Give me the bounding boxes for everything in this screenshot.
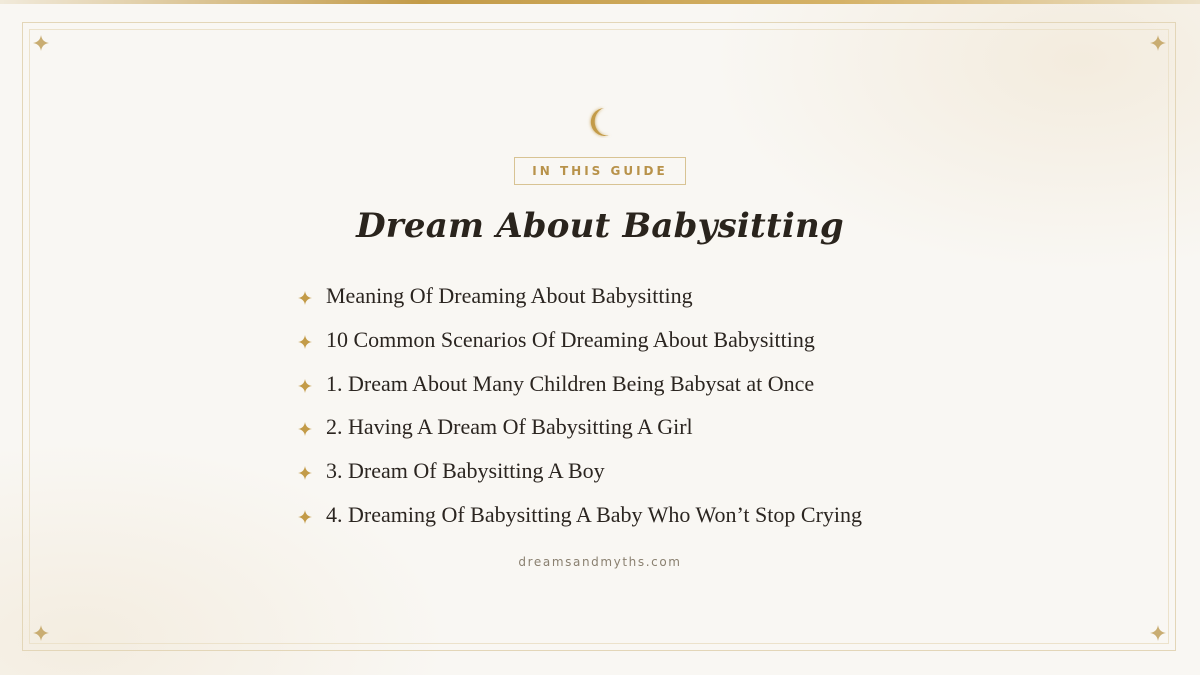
toc-item-label[interactable]: 10 Common Scenarios Of Dreaming About Babysitting	[326, 326, 815, 352]
corner-star-icon-top-left	[33, 35, 49, 51]
toc-item[interactable]	[298, 369, 862, 413]
toc-item-label[interactable]: 4. Dreaming Of Babysitting A Baby Who Won’t Stop Crying	[326, 501, 863, 527]
toc-item-label[interactable]: 3. Dream Of Babysitting A Boy	[326, 458, 605, 484]
corner-star-icon-bottom-right	[1150, 625, 1166, 641]
toc-item[interactable]	[298, 456, 862, 500]
toc-item[interactable]	[298, 325, 862, 369]
top-accent-bar	[0, 0, 1200, 4]
toc-item-label[interactable]: Meaning Of Dreaming About Babysitting	[326, 283, 693, 308]
four-point-star-icon	[298, 335, 312, 349]
crescent-moon-icon	[586, 106, 614, 138]
toc-item-label[interactable]: 1. Dream About Many Children Being Babysat at Once	[326, 370, 815, 396]
toc-item[interactable]	[298, 500, 862, 544]
page-title: Dream About Babysitting	[356, 206, 844, 246]
four-point-star-icon	[298, 466, 312, 480]
four-point-star-icon	[298, 291, 312, 305]
in-this-guide-badge: IN THIS GUIDE	[514, 157, 686, 185]
toc-item[interactable]	[298, 281, 862, 325]
table-of-contents	[298, 281, 862, 544]
site-url: dreamsandmyths.com	[518, 555, 682, 569]
four-point-star-icon	[298, 510, 312, 524]
four-point-star-icon	[298, 422, 312, 436]
toc-item-label[interactable]: 2. Having A Dream Of Babysitting A Girl	[326, 414, 693, 440]
corner-star-icon-bottom-left	[33, 625, 49, 641]
corner-star-icon-top-right	[1150, 35, 1166, 51]
toc-item[interactable]	[298, 412, 862, 456]
four-point-star-icon	[298, 379, 312, 393]
